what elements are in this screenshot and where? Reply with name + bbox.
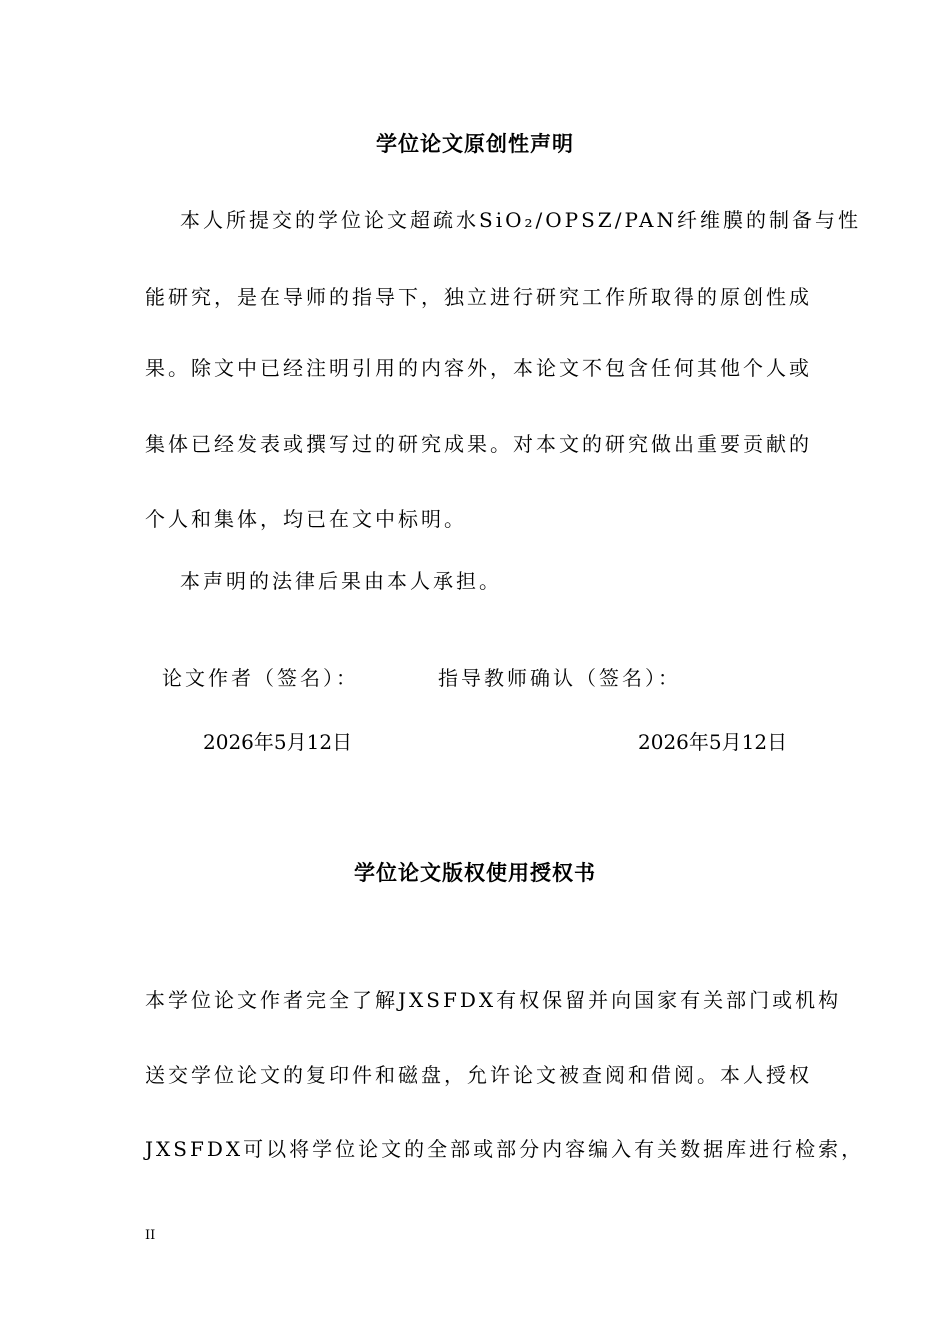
originality-declaration-title: 学位论文原创性声明 xyxy=(376,132,574,156)
page-number: II xyxy=(145,1228,156,1243)
declaration-paragraph-line: 能研究，是在导师的指导下，独立进行研究工作所取得的原创性成 xyxy=(145,285,812,309)
author-signature-date: 2026年5月12日 xyxy=(203,730,353,754)
advisor-signature-date: 2026年5月12日 xyxy=(638,730,788,754)
declaration-paragraph-line: 集体已经发表或撰写过的研究成果。对本文的研究做出重要贡献的 xyxy=(145,432,812,456)
copyright-paragraph-line: 送交学位论文的复印件和磁盘，允许论文被查阅和借阅。本人授权 xyxy=(145,1063,812,1087)
copyright-paragraph-line: 本学位论文作者完全了解JXSFDX有权保留并向国家有关部门或机构 xyxy=(145,988,842,1012)
advisor-signature-label: 指导教师确认（签名）： xyxy=(438,666,681,690)
declaration-paragraph-line: 果。除文中已经注明引用的内容外，本论文不包含任何其他个人或 xyxy=(145,356,812,380)
liability-statement: 本声明的法律后果由本人承担。 xyxy=(180,569,502,593)
copyright-paragraph-line: JXSFDX可以将学位论文的全部或部分内容编入有关数据库进行检索， xyxy=(145,1137,865,1161)
declaration-paragraph-line: 个人和集体，均已在文中标明。 xyxy=(145,507,467,531)
author-signature-label: 论文作者（签名）： xyxy=(162,666,359,690)
declaration-paragraph-line: 本人所提交的学位论文超疏水SiO₂/OPSZ/PAN纤维膜的制备与性 xyxy=(180,208,862,232)
copyright-authorization-title: 学位论文版权使用授权书 xyxy=(354,861,596,885)
